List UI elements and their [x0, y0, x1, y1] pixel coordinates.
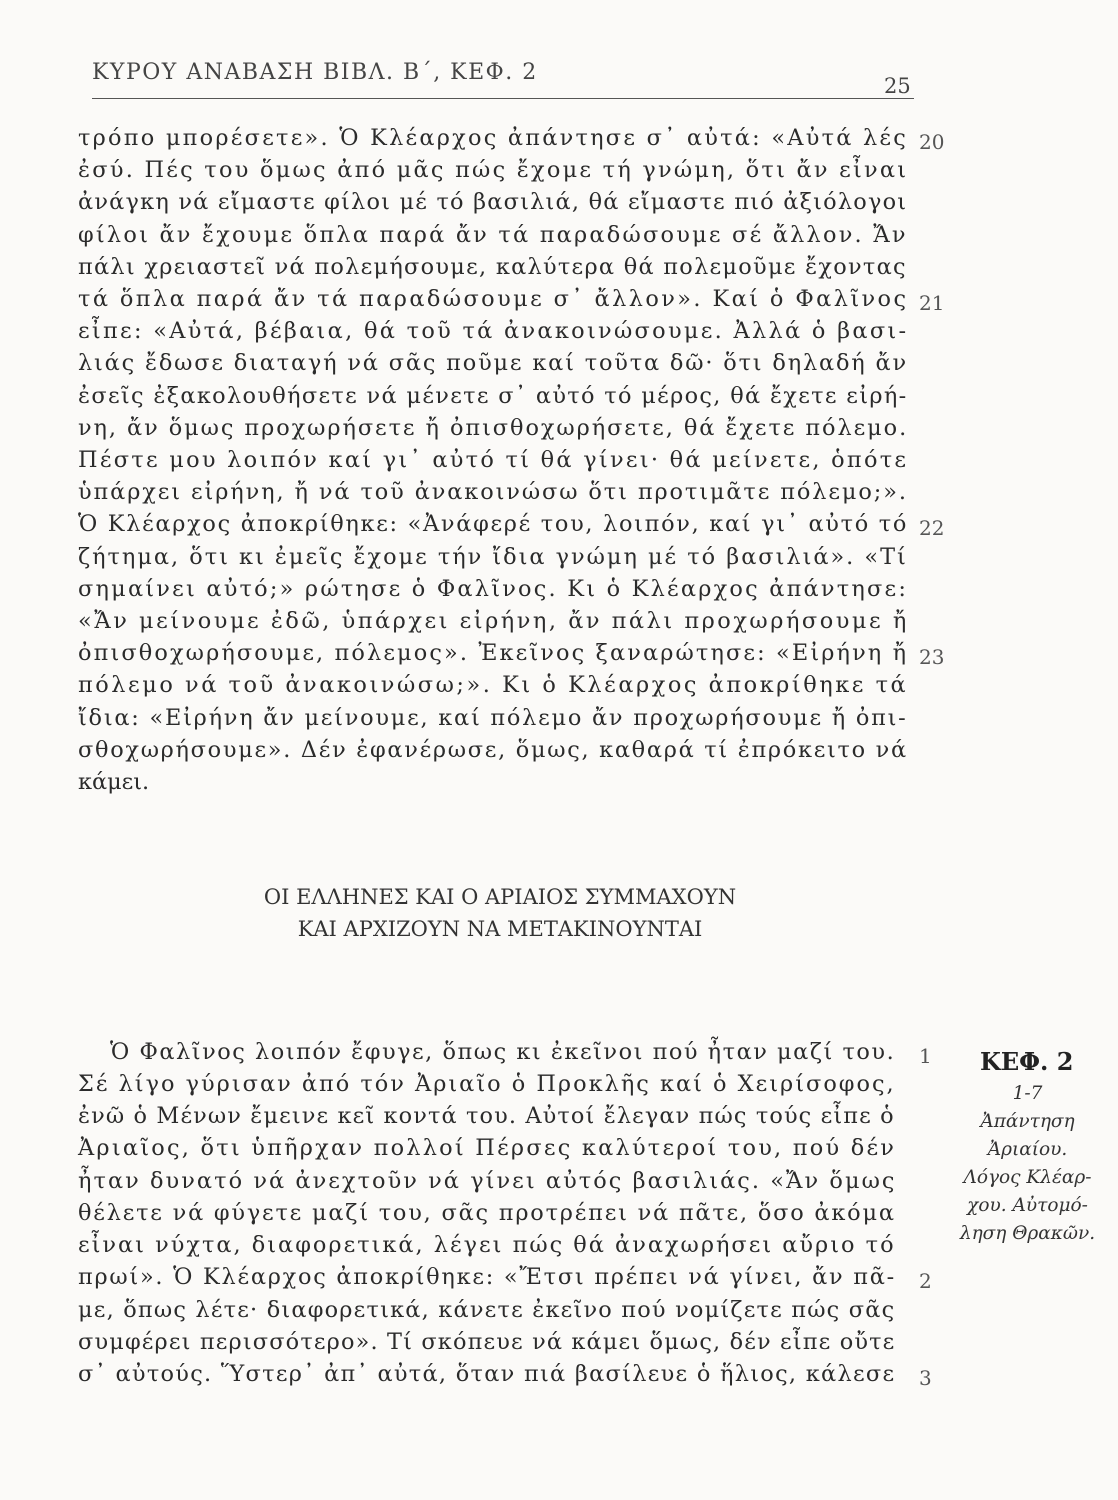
text-line: εἶπε: «Αὐτά, βέβαια, θά τοῦ τά ἀνακοινώσουμε. Ἀλλά ὁ βασι- — [78, 318, 909, 344]
line-number: 22 — [919, 516, 945, 540]
text-line: ἐνῶ ὁ Μένων ἔμεινε κεῖ κοντά του. Αὐτοί ἔλεγαν πώς τούς εἶπε ὁ — [78, 1103, 895, 1129]
text-line: ἴδια: «Εἰρήνη ἄν μείνουμε, καί πόλεμο ἄν προχωρήσουμε ἤ ὀπι- — [78, 705, 908, 731]
margin-note-line: ληση Θρακῶν. — [959, 1223, 1096, 1244]
text-line: «Ἄν μείνουμε ἐδῶ, ὑπάρχει εἰρήνη, ἄν πάλι προχωρήσουμε ἤ — [78, 608, 909, 634]
text-line: κάμει. — [78, 769, 150, 795]
line-number: 3 — [919, 1366, 932, 1390]
text-line: λιάς ἔδωσε διαταγή νά σᾶς ποῦμε καί τοῦτα δῶ· ὅτι δηλαδή ἄν — [78, 350, 908, 376]
text-line: θέλετε νά φύγετε μαζί του, σᾶς προτρέπει νά πᾶτε, ὅσο ἀκόμα — [78, 1200, 896, 1226]
section-heading-line-2: ΚΑΙ ΑΡΧΙΖΟΥΝ ΝΑ ΜΕΤΑΚΙΝΟΥΝΤΑΙ — [297, 917, 703, 941]
text-line: ἐσεῖς ἐξακολουθήσετε νά μένετε σ᾿ αὐτό τό μέρος, θά ἔχετε εἰρή- — [78, 383, 908, 409]
margin-note-line: χου. Αὐτομό- — [967, 1195, 1088, 1216]
text-line: πάλι χρειαστεῖ νά πολεμήσουμε, καλύτερα θά πολεμοῦμε ἔχοντας — [78, 254, 907, 280]
section-heading-line-1: ΟΙ ΕΛΛΗΝΕΣ ΚΑΙ Ο ΑΡΙΑΙΟΣ ΣΥΜΜΑΧΟΥΝ — [263, 885, 737, 909]
line-number: 23 — [919, 645, 945, 669]
text-line: Πέστε μου λοιπόν καί γι᾿ αὐτό τί θά γίνει· θά μείνετε, ὁπότε — [78, 447, 909, 473]
text-line: σ᾿ αὐτούς. Ὕστερ᾿ ἀπ᾿ αὐτά, ὅταν πιά βασίλευε ὁ ἥλιος, κάλεσε — [78, 1361, 896, 1387]
text-line: σημαίνει αὐτό;» ρώτησε ὁ Φαλῖνος. Κι ὁ Κλέαρχος ἀπάντησε: — [78, 576, 909, 602]
text-line: Σέ λίγο γύρισαν ἀπό τόν Ἀριαῖο ὁ Προκλῆς καί ὁ Χειρίσοφος, — [78, 1071, 896, 1097]
line-number: 21 — [919, 291, 945, 315]
line-number: 1 — [919, 1044, 932, 1068]
text-line: με, ὅπως λέτε· διαφορετικά, κάνετε ἐκεῖνο πού νομίζετε πώς σᾶς — [78, 1297, 896, 1323]
margin-chapter-label: ΚΕΦ. 2 — [980, 1047, 1074, 1076]
text-line: ζήτημα, ὅτι κι ἐμεῖς ἔχομε τήν ἴδια γνώμη μέ τό βασιλιά». «Τί — [78, 544, 908, 570]
text-line: Ἀριαῖος, ὅτι ὑπῆρχαν πολλοί Πέρσες καλύτεροί του, πού δέν — [78, 1135, 897, 1161]
text-line: νη, ἄν ὅμως προχωρήσετε ἤ ὀπισθοχωρήσετε, θά ἔχετε πόλεμο. — [78, 415, 909, 441]
margin-note-line: Ἀριαίου. — [987, 1139, 1068, 1160]
text-line: σθοχωρήσουμε». Δέν ἐφανέρωσε, ὅμως, καθαρά τί ἐπρόκειτο νά — [78, 737, 908, 763]
text-line: ὑπάρχει εἰρήνη, ἤ νά τοῦ ἀνακοινώσω ὅτι προτιμᾶτε πόλεμο;». — [78, 479, 908, 505]
text-line: ἀνάγκη νά εἴμαστε φίλοι μέ τό βασιλιά, θά εἴμαστε πιό ἀξιόλογοι — [78, 189, 908, 215]
text-line: φίλοι ἄν ἔχουμε ὅπλα παρά ἄν τά παραδώσουμε σέ ἄλλον. Ἄν — [78, 222, 908, 248]
line-number: 20 — [919, 130, 945, 154]
text-line: Ὁ Φαλῖνος λοιπόν ἔφυγε, ὅπως κι ἐκεῖνοι πού ἦταν μαζί του. — [110, 1039, 896, 1065]
text-line: συμφέρει περισσότερο». Τί σκόπευε νά κάμει ὅμως, δέν εἶπε οὔτε — [78, 1329, 896, 1355]
text-line: Ὁ Κλέαρχος ἀποκρίθηκε: «Ἀνάφερέ του, λοιπόν, καί γι᾿ αὐτό τό — [78, 511, 909, 537]
text-line: ἦταν δυνατό νά ἀνεχτοῦν νά γίνει αὐτός βασιλιάς. «Ἄν ὅμως — [78, 1168, 897, 1194]
text-line: πρωί». Ὁ Κλέαρχος ἀποκρίθηκε: «Ἔτσι πρέπει νά γίνει, ἄν πᾶ- — [78, 1264, 896, 1290]
text-line: εἶναι νύχτα, διαφορετικά, λέγει πώς θά ἀναχωρήσει αὔριο τό — [78, 1232, 896, 1258]
text-line: ὀπισθοχωρήσουμε, πόλεμος». Ἐκεῖνος ξαναρώτησε: «Εἰρήνη ἤ — [78, 640, 909, 666]
margin-note-line: Λόγος Κλέαρ- — [963, 1167, 1092, 1188]
text-line: ἐσύ. Πές του ὅμως ἀπό μᾶς πώς ἔχομε τή γνώμη, ὅτι ἄν εἶναι — [78, 157, 909, 183]
margin-range: 1-7 — [1012, 1083, 1043, 1104]
text-line: τρόπο μπορέσετε». Ὁ Κλέαρχος ἀπάντησε σ᾿ αὐτά: «Αὐτά λές — [78, 125, 909, 151]
page-number: 25 — [884, 74, 911, 98]
line-number: 2 — [919, 1269, 932, 1293]
header-rule — [92, 98, 914, 99]
text-line: πόλεμο νά τοῦ ἀνακοινώσω;». Κι ὁ Κλέαρχος ἀποκρίθηκε τά — [78, 672, 909, 698]
text-line: τά ὅπλα παρά ἄν τά παραδώσουμε σ᾿ ἄλλον». Καί ὁ Φαλῖνος — [78, 286, 909, 312]
margin-note-line: Ἀπάντηση — [980, 1111, 1075, 1132]
running-header-title: ΚΥΡΟΥ ΑΝΑΒΑΣΗ ΒΙΒΛ. Β΄, ΚΕΦ. 2 — [92, 60, 538, 85]
